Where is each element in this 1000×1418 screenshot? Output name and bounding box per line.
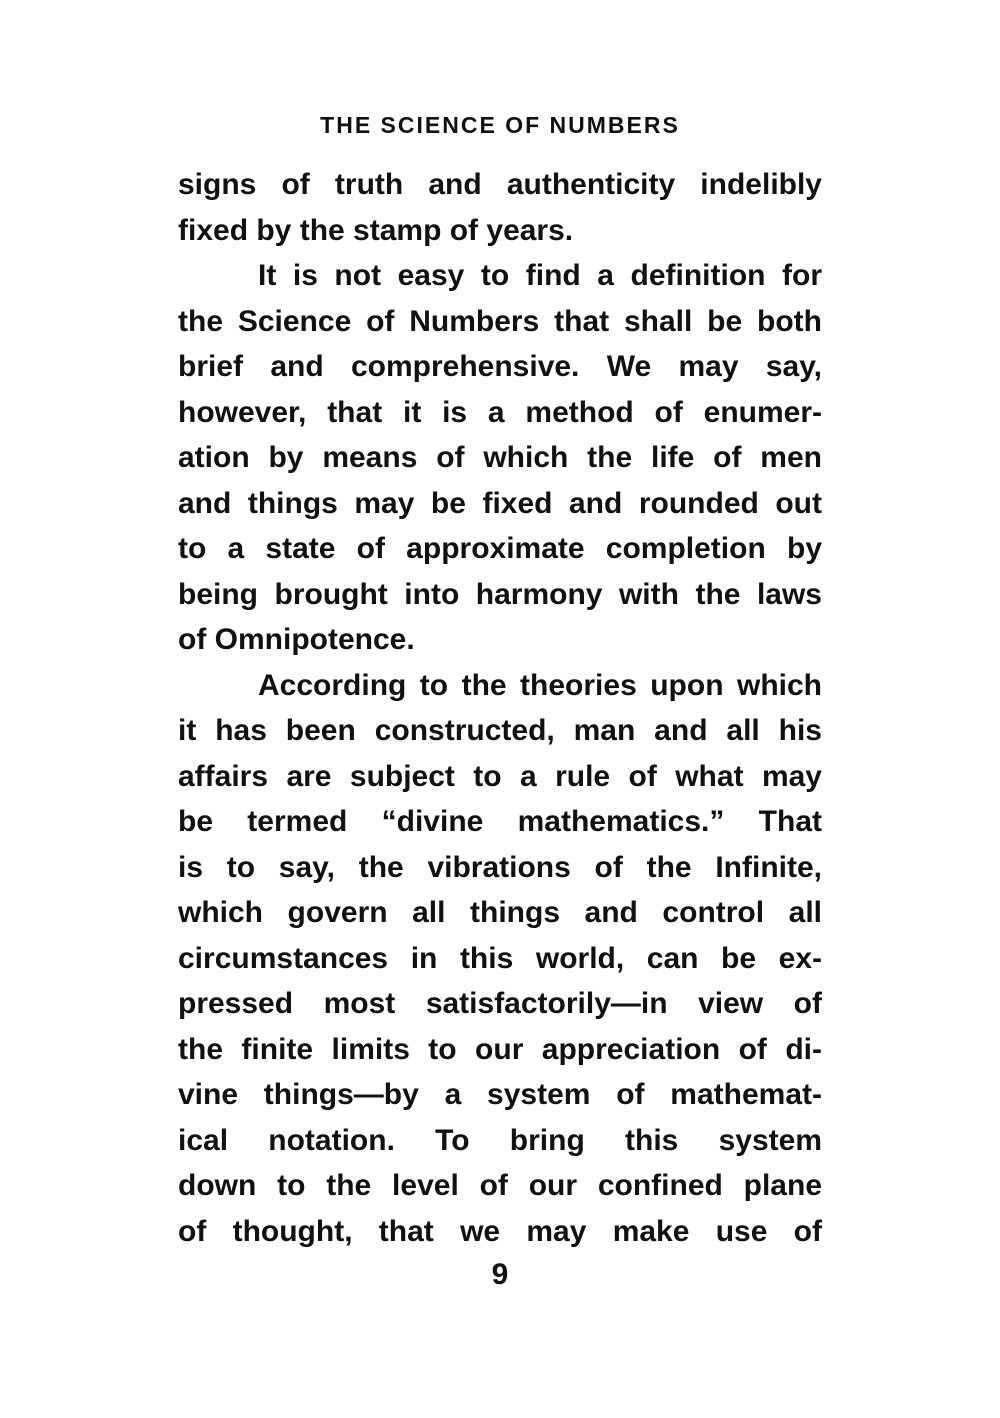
text-line: affairs are subject to a rule of what may	[178, 759, 822, 793]
text-line: however, that it is a method of enumer-	[178, 395, 822, 429]
text-line: it has been constructed, man and all his	[178, 714, 822, 747]
body-text	[178, 162, 822, 1254]
text-line: fixed by the stamp of years.	[178, 213, 574, 247]
text-line: of thought, that we may make use of	[178, 1214, 822, 1248]
text-line: of Omnipotence.	[178, 623, 415, 656]
text-line: ation by means of which the life of men	[178, 441, 822, 474]
text-line: ical notation. To bring this system	[178, 1123, 822, 1157]
text-line: being brought into harmony with the laws	[178, 577, 822, 611]
text-line: It is not easy to find a definition for	[258, 259, 822, 292]
page-number: 9	[491, 1258, 509, 1291]
text-line: is to say, the vibrations of the Infinite,	[178, 850, 822, 884]
text-line: the Science of Numbers that shall be both	[178, 304, 822, 338]
text-line: which govern all things and control all	[178, 896, 822, 929]
text-line: and things may be fixed and rounded out	[178, 486, 822, 520]
text-line: brief and comprehensive. We may say,	[178, 350, 822, 383]
text-line: circumstances in this world, can be ex-	[178, 941, 822, 975]
text-line: to a state of approximate completion by	[178, 532, 822, 565]
text-line: be termed “divine mathematics.” That	[178, 805, 822, 838]
text-line: pressed most satisfactorily—in view of	[178, 987, 822, 1020]
text-line: vine things—by a system of mathemat-	[178, 1078, 822, 1111]
running-head: THE SCIENCE OF NUMBERS	[320, 112, 680, 138]
text-line: signs of truth and authenticity indelibly	[178, 168, 822, 201]
text-line: According to the theories upon which	[258, 668, 822, 702]
text-line: the finite limits to our appreciation of di-	[178, 1032, 822, 1066]
text-line: down to the level of our confined plane	[178, 1169, 822, 1202]
